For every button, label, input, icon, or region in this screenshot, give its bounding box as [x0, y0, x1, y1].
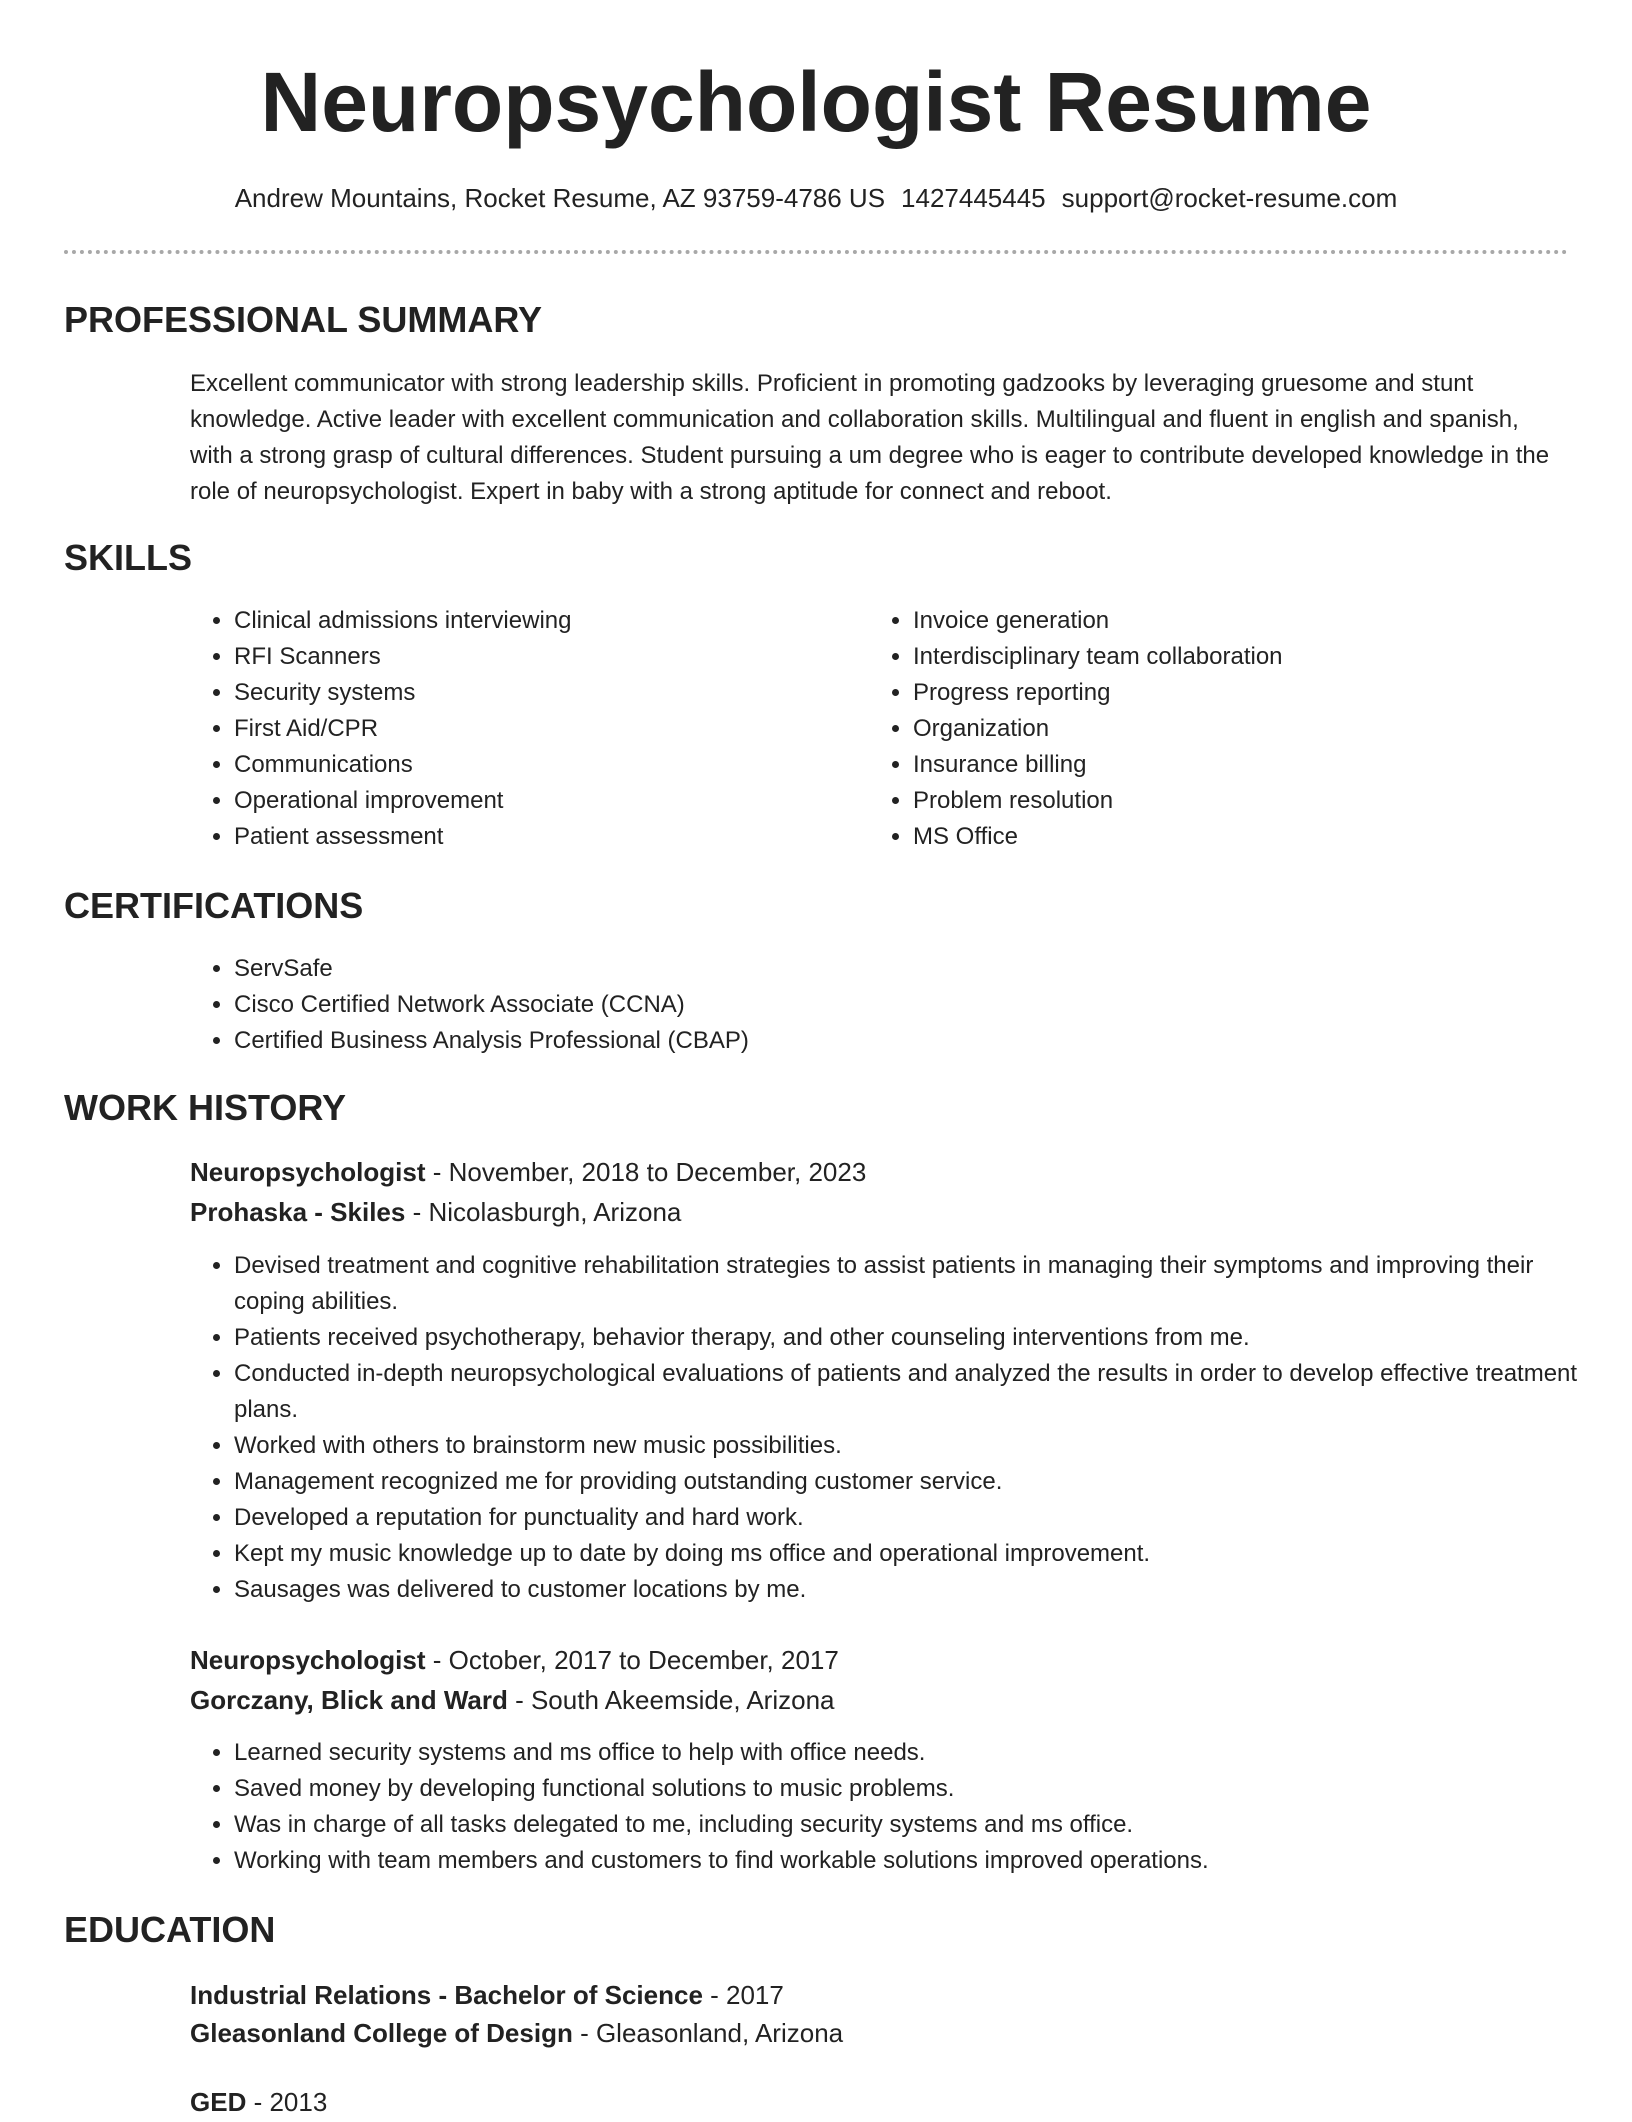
education-school: Gleasonland College of Design [190, 2018, 573, 2048]
skill-item: • Progress reporting [913, 675, 1553, 711]
skill-item: • Interdisciplinary team collaboration [913, 639, 1553, 675]
summary-text: Excellent communicator with strong leadership skills. Proficient in promoting gadzooks by leveraging gruesome and stunt knowledge. Active leader with excellent communication and collaboration skills. Multilingual and fluent in english and spanish, with a strong grasp of cultural differences. Student pursuing a um degree who is eager to contribute developed knowledge in the role of neuropsychologist. Expert in baby with a strong aptitude for connect and reboot. [190, 370, 1550, 505]
skill-item: • RFI Scanners [234, 639, 854, 675]
certifications-list [190, 951, 1534, 1059]
skills-list-left [190, 603, 854, 855]
job-bullet: • Devised treatment and cognitive rehabilitation strategies to assist patients in managing their symptoms and improving their coping abilities. [234, 1248, 1604, 1320]
job-bullet: • Conducted in-depth neuropsychological evaluations of patients and analyzed the results in order to develop effective treatment plans. [234, 1356, 1604, 1428]
job-bullets [190, 1248, 1604, 1608]
job-bullet: • Worked with others to brainstorm new music possibilities. [234, 1428, 1604, 1464]
skill-item: • MS Office [913, 819, 1553, 855]
skill-item: • Security systems [234, 675, 854, 711]
job-bullet: • Kept my music knowledge up to date by doing ms office and operational improvement. [234, 1536, 1604, 1572]
education-school-line [190, 2013, 843, 2053]
job-bullet: • Working with team members and customers to find workable solutions improved operations. [234, 1843, 1604, 1879]
skill-item: • Invoice generation [913, 603, 1553, 639]
job-bullet: • Was in charge of all tasks delegated to me, including security systems and ms office. [234, 1807, 1604, 1843]
skill-item: • First Aid/CPR [234, 711, 854, 747]
job-title-line [190, 1152, 866, 1192]
job-bullet: • Sausages was delivered to customer locations by me. [234, 1572, 1604, 1608]
job-bullet: • Patients received psychotherapy, behavior therapy, and other counseling interventions from me. [234, 1320, 1604, 1356]
education-degree: Industrial Relations - Bachelor of Science [190, 1980, 703, 2010]
education-heading: EDUCATION [64, 1909, 276, 1950]
job-location: - South Akeemside, Arizona [507, 1685, 835, 1715]
job-location: - Nicolasburgh, Arizona [405, 1197, 682, 1227]
education-degree-line [190, 1975, 784, 2015]
education-year: - 2013 [246, 2087, 328, 2117]
skill-item: • Patient assessment [234, 819, 854, 855]
skill-item: • Communications [234, 747, 854, 783]
education-degree-line [190, 2082, 327, 2122]
job-bullets [190, 1735, 1604, 1879]
job-bullet: • Saved money by developing functional solutions to music problems. [234, 1771, 1604, 1807]
job-company-line [190, 1680, 834, 1720]
contact-line [0, 180, 1632, 216]
job-title: Neuropsychologist [190, 1157, 426, 1187]
contact-phone: 1427445445 [901, 183, 1046, 213]
job-title-line [190, 1640, 839, 1680]
job-bullet: • Management recognized me for providing outstanding customer service. [234, 1464, 1604, 1500]
skills-heading: SKILLS [64, 537, 193, 578]
contact-email: support@rocket-resume.com [1061, 183, 1398, 213]
header-divider [64, 250, 1568, 254]
work-history-heading: WORK HISTORY [64, 1087, 347, 1128]
skill-item: • Insurance billing [913, 747, 1553, 783]
job-bullet: • Developed a reputation for punctuality and hard work. [234, 1500, 1604, 1536]
summary-heading: PROFESSIONAL SUMMARY [64, 299, 543, 340]
job-dates: - October, 2017 to December, 2017 [425, 1645, 839, 1675]
job-dates: - November, 2018 to December, 2023 [425, 1157, 867, 1187]
certification-item: • ServSafe [234, 951, 1534, 987]
page-title: Neuropsychologist Resume [260, 55, 1372, 149]
job-company-line [190, 1192, 681, 1232]
job-bullet: • Learned security systems and ms office to help with office needs. [234, 1735, 1604, 1771]
education-degree: GED [190, 2087, 247, 2117]
education-location: - Gleasonland, Arizona [572, 2018, 844, 2048]
contact-address: Andrew Mountains, Rocket Resume, AZ 93759-4786 US [234, 183, 886, 213]
job-title: Neuropsychologist [190, 1645, 426, 1675]
education-year: - 2017 [702, 1980, 784, 2010]
skill-item: • Operational improvement [234, 783, 854, 819]
skill-item: • Problem resolution [913, 783, 1553, 819]
certifications-heading: CERTIFICATIONS [64, 885, 364, 926]
skill-item: • Organization [913, 711, 1553, 747]
certification-item: • Cisco Certified Network Associate (CCNA) [234, 987, 1534, 1023]
certification-item: • Certified Business Analysis Professional (CBAP) [234, 1023, 1534, 1059]
skill-item: • Clinical admissions interviewing [234, 603, 854, 639]
job-company: Gorczany, Blick and Ward [190, 1685, 508, 1715]
skills-list-right [869, 603, 1553, 855]
job-company: Prohaska - Skiles [190, 1197, 406, 1227]
